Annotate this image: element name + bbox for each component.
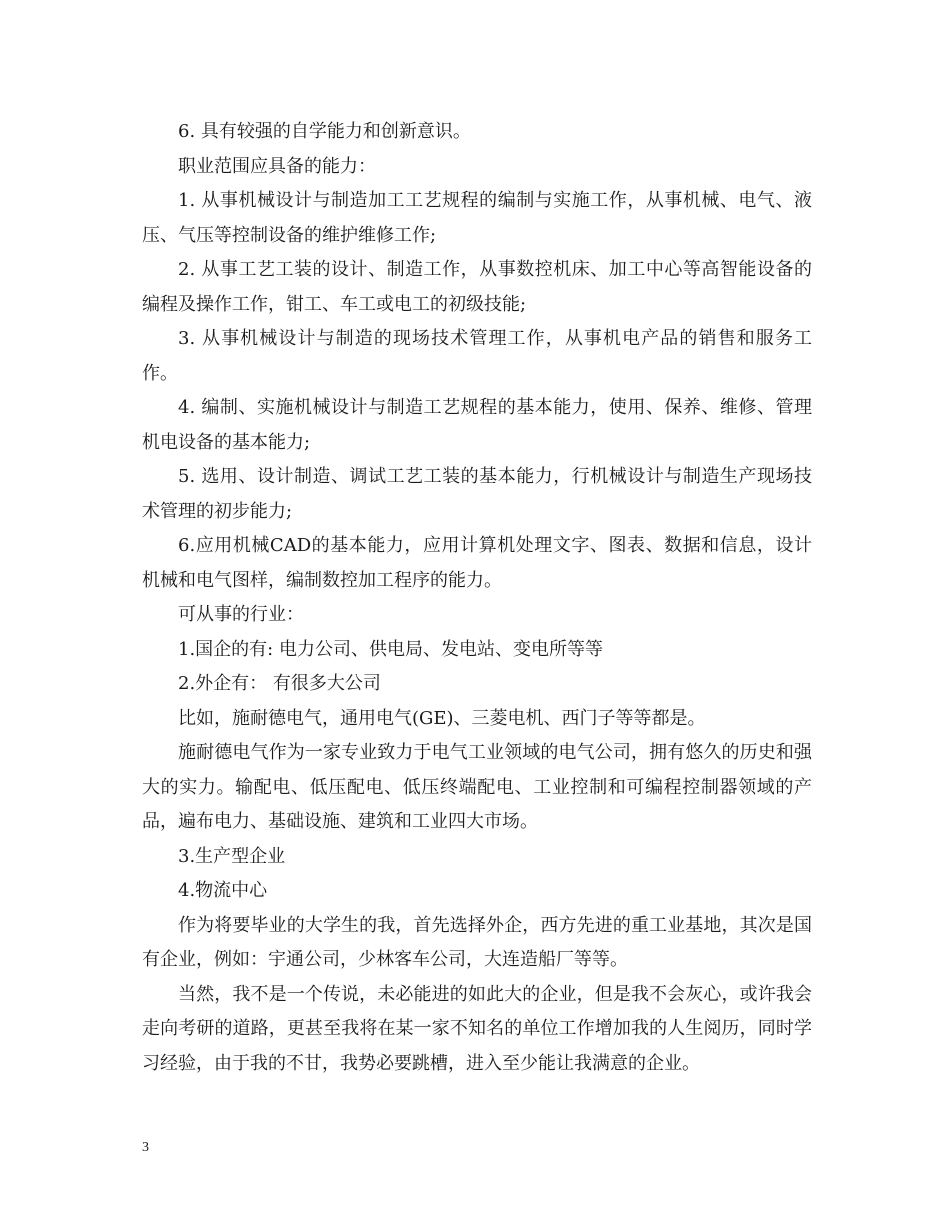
paragraph: 2.外企有： 有很多大公司 — [178, 673, 381, 694]
paragraph: 作为将要毕业的大学生的我，首先选择外企，西方先进的重工业基地，其次是国有企业，例如：宇通公司，少林客车公司，大连造船厂等等。 — [142, 914, 812, 970]
paragraph: 可从事的行业： — [178, 604, 304, 625]
document-body — [142, 115, 812, 1081]
paragraph: 3. 从事机械设计与制造的现场技术管理工作，从事机电产品的销售和服务工作。 — [142, 328, 812, 384]
paragraph: 2. 从事工艺工装的设计、制造工作，从事数控机床、加工中心等高智能设备的编程及操作工作，钳工、车工或电工的初级技能; — [142, 259, 812, 315]
paragraph: 4.物流中心 — [178, 880, 268, 901]
paragraph: 6.应用机械CAD的基本能力，应用计算机处理文字、图表、数据和信息，设计机械和电气图样，编制数控加工程序的能力。 — [142, 535, 812, 591]
paragraph: 当然，我不是一个传说，未必能进的如此大的企业，但是我不会灰心，或许我会走向考研的道路，更甚至我将在某一家不知名的单位工作增加我的人生阅历，同时学习经验，由于我的不甘，我势必要跳槽，进入至少能让我满意的企业。 — [142, 983, 812, 1074]
paragraph: 3.生产型企业 — [178, 845, 286, 867]
paragraph: 职业范围应具备的能力： — [178, 155, 376, 177]
page-number: 3 — [142, 1140, 149, 1155]
paragraph: 施耐德电气作为一家专业致力于电气工业领域的电气公司，拥有悠久的历史和强大的实力。输配电、低压配电、低压终端配电、工业控制和可编程控制器领域的产品，遍布电力、基础设施、建筑和工业四大市场。 — [142, 742, 812, 832]
paragraph: 比如，施耐德电气，通用电气(GE)、三菱电机、西门子等等都是。 — [178, 707, 706, 729]
paragraph: 4. 编制、实施机械设计与制造工艺规程的基本能力，使用、保养、维修、管理机电设备的基本能力; — [142, 397, 812, 453]
paragraph: 1.国企的有: 电力公司、供电局、发电站、变电所等等 — [178, 638, 603, 660]
paragraph: 6. 具有较强的自学能力和创新意识。 — [178, 121, 471, 142]
paragraph: 5. 选用、设计制造、调试工艺工装的基本能力，行机械设计与制造生产现场技术管理的初步能力; — [142, 466, 812, 522]
paragraph: 1. 从事机械设计与制造加工工艺规程的编制与实施工作，从事机械、电气、液压、气压等控制设备的维护维修工作; — [142, 190, 812, 246]
